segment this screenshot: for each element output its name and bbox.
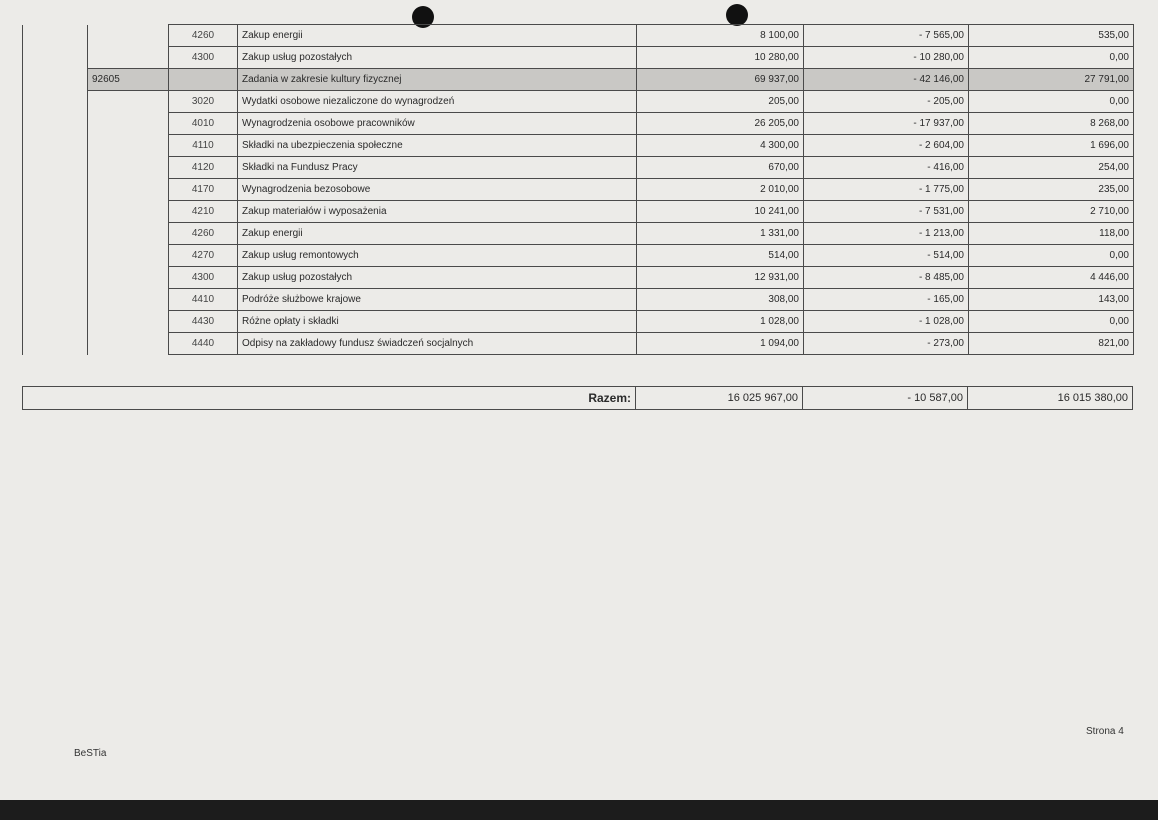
cell-name: Zakup usług remontowych [238, 245, 637, 267]
cell-paragraf: 3020 [169, 91, 238, 113]
cell-after-change: 0,00 [969, 47, 1134, 69]
cell-dzial [23, 91, 88, 113]
cell-paragraf: 4300 [169, 267, 238, 289]
cell-change: - 1 213,00 [804, 223, 969, 245]
cell-rozdzial [88, 201, 169, 223]
cell-rozdzial [88, 333, 169, 355]
cell-change: - 7 565,00 [804, 25, 969, 47]
cell-plan: 26 205,00 [637, 113, 804, 135]
budget-table [22, 24, 1134, 355]
cell-change: - 2 604,00 [804, 135, 969, 157]
cell-name: Składki na ubezpieczenia społeczne [238, 135, 637, 157]
cell-after-change: 2 710,00 [969, 201, 1134, 223]
cell-rozdzial [88, 47, 169, 69]
cell-dzial [23, 267, 88, 289]
cell-after-change: 118,00 [969, 223, 1134, 245]
cell-rozdzial [88, 179, 169, 201]
cell-name: Zadania w zakresie kultury fizycznej [238, 69, 637, 91]
cell-after-change: 8 268,00 [969, 113, 1134, 135]
cell-paragraf: 4260 [169, 223, 238, 245]
table-row [23, 333, 1134, 355]
table-row [23, 25, 1134, 47]
table-row [23, 201, 1134, 223]
cell-dzial [23, 47, 88, 69]
cell-after-change: 0,00 [969, 311, 1134, 333]
cell-dzial [23, 311, 88, 333]
cell-rozdzial [88, 135, 169, 157]
cell-plan: 10 241,00 [637, 201, 804, 223]
cell-paragraf: 4110 [169, 135, 238, 157]
cell-plan: 1 028,00 [637, 311, 804, 333]
cell-name: Wydatki osobowe niezaliczone do wynagrodzeń [238, 91, 637, 113]
cell-dzial [23, 179, 88, 201]
table-row [23, 91, 1134, 113]
cell-plan: 69 937,00 [637, 69, 804, 91]
cell-plan: 308,00 [637, 289, 804, 311]
table-row [23, 311, 1134, 333]
total-table [22, 386, 1133, 410]
cell-after-change: 143,00 [969, 289, 1134, 311]
cell-after-change: 27 791,00 [969, 69, 1134, 91]
table-row [23, 289, 1134, 311]
cell-dzial [23, 245, 88, 267]
cell-name: Zakup energii [238, 223, 637, 245]
total-after-change: 16 015 380,00 [968, 387, 1133, 410]
cell-paragraf: 4410 [169, 289, 238, 311]
cell-after-change: 821,00 [969, 333, 1134, 355]
cell-paragraf: 4260 [169, 25, 238, 47]
cell-name: Zakup usług pozostałych [238, 47, 637, 69]
cell-rozdzial [88, 223, 169, 245]
cell-change: - 205,00 [804, 91, 969, 113]
cell-rozdzial [88, 113, 169, 135]
cell-dzial [23, 157, 88, 179]
table-row [23, 69, 1134, 91]
scan-bottom-edge [0, 800, 1158, 820]
cell-change: - 273,00 [804, 333, 969, 355]
punch-hole-right [726, 4, 748, 26]
total-label: Razem: [23, 387, 636, 410]
cell-name: Zakup usług pozostałych [238, 267, 637, 289]
cell-plan: 514,00 [637, 245, 804, 267]
cell-dzial [23, 201, 88, 223]
cell-dzial [23, 333, 88, 355]
cell-name: Różne opłaty i składki [238, 311, 637, 333]
cell-plan: 12 931,00 [637, 267, 804, 289]
cell-rozdzial [88, 267, 169, 289]
cell-paragraf: 4120 [169, 157, 238, 179]
cell-rozdzial [88, 25, 169, 47]
cell-name: Wynagrodzenia osobowe pracowników [238, 113, 637, 135]
cell-dzial [23, 69, 88, 91]
cell-paragraf: 4010 [169, 113, 238, 135]
cell-change: - 10 280,00 [804, 47, 969, 69]
cell-name: Odpisy na zakładowy fundusz świadczeń socjalnych [238, 333, 637, 355]
cell-dzial [23, 223, 88, 245]
cell-change: - 8 485,00 [804, 267, 969, 289]
cell-rozdzial: 92605 [88, 69, 169, 91]
cell-after-change: 235,00 [969, 179, 1134, 201]
footer-software-name: BeSTia [74, 748, 107, 759]
cell-name: Wynagrodzenia bezosobowe [238, 179, 637, 201]
table-row [23, 179, 1134, 201]
cell-paragraf: 4210 [169, 201, 238, 223]
cell-after-change: 4 446,00 [969, 267, 1134, 289]
cell-change: - 7 531,00 [804, 201, 969, 223]
cell-rozdzial [88, 157, 169, 179]
total-change: - 10 587,00 [803, 387, 968, 410]
cell-rozdzial [88, 91, 169, 113]
table-row [23, 47, 1134, 69]
cell-after-change: 535,00 [969, 25, 1134, 47]
cell-name: Składki na Fundusz Pracy [238, 157, 637, 179]
cell-name: Zakup energii [238, 25, 637, 47]
cell-plan: 2 010,00 [637, 179, 804, 201]
cell-paragraf: 4430 [169, 311, 238, 333]
cell-plan: 1 094,00 [637, 333, 804, 355]
cell-change: - 165,00 [804, 289, 969, 311]
cell-change: - 1 028,00 [804, 311, 969, 333]
cell-after-change: 0,00 [969, 245, 1134, 267]
table-row [23, 267, 1134, 289]
cell-paragraf: 4440 [169, 333, 238, 355]
cell-after-change: 1 696,00 [969, 135, 1134, 157]
cell-change: - 1 775,00 [804, 179, 969, 201]
cell-dzial [23, 135, 88, 157]
cell-dzial [23, 289, 88, 311]
cell-dzial [23, 113, 88, 135]
total-row [23, 387, 1133, 410]
cell-paragraf: 4270 [169, 245, 238, 267]
cell-dzial [23, 25, 88, 47]
cell-change: - 514,00 [804, 245, 969, 267]
cell-after-change: 254,00 [969, 157, 1134, 179]
footer-page-number: Strona 4 [1086, 726, 1124, 737]
table-row [23, 223, 1134, 245]
cell-plan: 8 100,00 [637, 25, 804, 47]
cell-name: Podróże służbowe krajowe [238, 289, 637, 311]
table-row [23, 135, 1134, 157]
cell-plan: 4 300,00 [637, 135, 804, 157]
cell-plan: 670,00 [637, 157, 804, 179]
cell-plan: 10 280,00 [637, 47, 804, 69]
cell-plan: 205,00 [637, 91, 804, 113]
cell-rozdzial [88, 245, 169, 267]
total-plan: 16 025 967,00 [636, 387, 803, 410]
cell-name: Zakup materiałów i wyposażenia [238, 201, 637, 223]
table-row [23, 157, 1134, 179]
cell-paragraf: 4300 [169, 47, 238, 69]
cell-paragraf [169, 69, 238, 91]
cell-rozdzial [88, 289, 169, 311]
cell-change: - 42 146,00 [804, 69, 969, 91]
cell-plan: 1 331,00 [637, 223, 804, 245]
cell-rozdzial [88, 311, 169, 333]
table-row [23, 113, 1134, 135]
cell-change: - 17 937,00 [804, 113, 969, 135]
cell-after-change: 0,00 [969, 91, 1134, 113]
cell-paragraf: 4170 [169, 179, 238, 201]
cell-change: - 416,00 [804, 157, 969, 179]
table-row [23, 245, 1134, 267]
